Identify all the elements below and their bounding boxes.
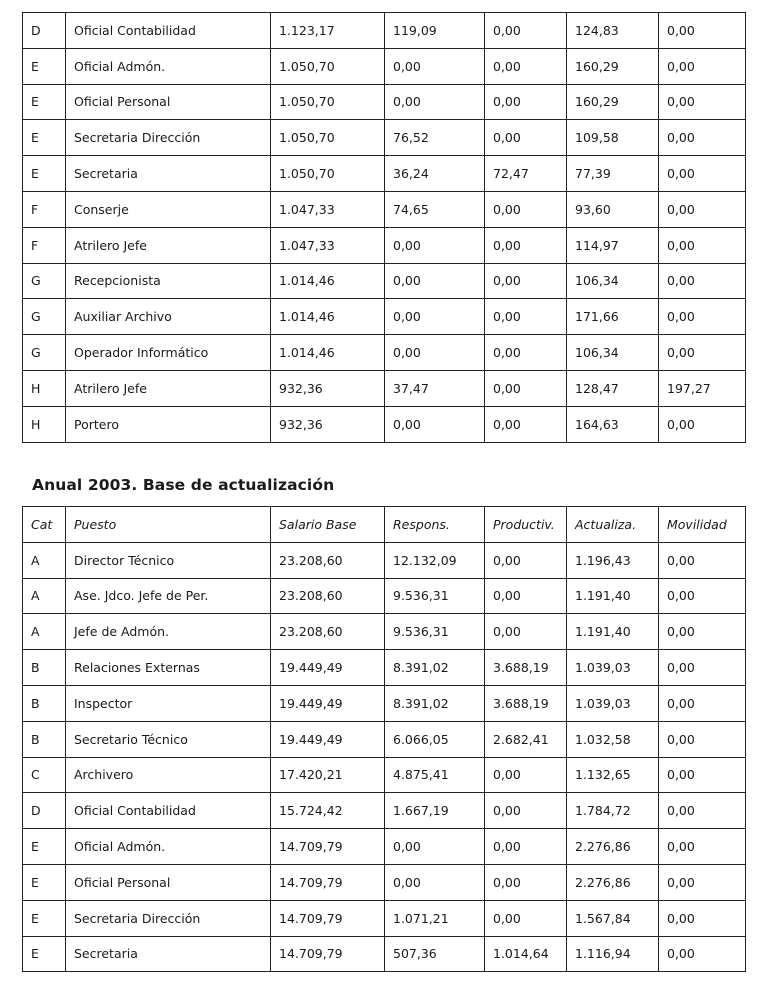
cell-movilidad: 0,00	[659, 48, 746, 84]
cell-respons: 119,09	[385, 13, 485, 49]
cell-productiv: 0,00	[485, 48, 567, 84]
cell-actualiza: 114,97	[567, 227, 659, 263]
cell-actualiza: 171,66	[567, 299, 659, 335]
cell-movilidad: 0,00	[659, 721, 746, 757]
cell-movilidad: 197,27	[659, 370, 746, 406]
table-row	[23, 900, 746, 936]
cell-puesto: Oficial Admón.	[66, 48, 271, 84]
cell-salario-base: 1.047,33	[271, 191, 385, 227]
cell-productiv: 0,00	[485, 120, 567, 156]
cell-puesto: Secretaria	[66, 156, 271, 192]
cell-movilidad: 0,00	[659, 120, 746, 156]
cell-cat: E	[23, 936, 66, 972]
cell-salario-base: 23.208,60	[271, 578, 385, 614]
cell-salario-base: 17.420,21	[271, 757, 385, 793]
cell-cat: H	[23, 370, 66, 406]
cell-actualiza: 1.039,03	[567, 650, 659, 686]
table-row	[23, 263, 746, 299]
cell-movilidad: 0,00	[659, 263, 746, 299]
cell-cat: G	[23, 263, 66, 299]
cell-cat: E	[23, 864, 66, 900]
cell-puesto: Oficial Contabilidad	[66, 13, 271, 49]
column-header-cat: Cat	[23, 507, 66, 543]
cell-salario-base: 14.709,79	[271, 829, 385, 865]
cell-productiv: 3.688,19	[485, 685, 567, 721]
cell-actualiza: 1.567,84	[567, 900, 659, 936]
table-row	[23, 757, 746, 793]
cell-puesto: Secretaria Dirección	[66, 900, 271, 936]
cell-actualiza: 1.039,03	[567, 685, 659, 721]
cell-respons: 1.667,19	[385, 793, 485, 829]
cell-cat: E	[23, 120, 66, 156]
cell-productiv: 2.682,41	[485, 721, 567, 757]
cell-actualiza: 1.191,40	[567, 614, 659, 650]
cell-productiv: 0,00	[485, 542, 567, 578]
cell-salario-base: 23.208,60	[271, 542, 385, 578]
cell-movilidad: 0,00	[659, 227, 746, 263]
cell-actualiza: 106,34	[567, 335, 659, 371]
cell-salario-base: 14.709,79	[271, 864, 385, 900]
cell-cat: E	[23, 156, 66, 192]
cell-respons: 0,00	[385, 227, 485, 263]
cell-actualiza: 2.276,86	[567, 864, 659, 900]
cell-actualiza: 1.784,72	[567, 793, 659, 829]
cell-actualiza: 1.116,94	[567, 936, 659, 972]
cell-respons: 0,00	[385, 406, 485, 442]
cell-cat: A	[23, 614, 66, 650]
cell-cat: B	[23, 721, 66, 757]
cell-productiv: 0,00	[485, 578, 567, 614]
cell-respons: 8.391,02	[385, 650, 485, 686]
cell-cat: F	[23, 191, 66, 227]
cell-respons: 6.066,05	[385, 721, 485, 757]
cell-puesto: Secretario Técnico	[66, 721, 271, 757]
cell-respons: 0,00	[385, 48, 485, 84]
cell-puesto: Conserje	[66, 191, 271, 227]
cell-actualiza: 1.132,65	[567, 757, 659, 793]
cell-movilidad: 0,00	[659, 84, 746, 120]
cell-actualiza: 160,29	[567, 48, 659, 84]
cell-productiv: 0,00	[485, 406, 567, 442]
cell-cat: H	[23, 406, 66, 442]
cell-puesto: Atrilero Jefe	[66, 227, 271, 263]
cell-puesto: Oficial Contabilidad	[66, 793, 271, 829]
cell-cat: B	[23, 685, 66, 721]
cell-movilidad: 0,00	[659, 13, 746, 49]
cell-cat: A	[23, 542, 66, 578]
table-row	[23, 335, 746, 371]
table-header-row	[23, 507, 746, 543]
cell-respons: 76,52	[385, 120, 485, 156]
cell-productiv: 0,00	[485, 900, 567, 936]
cell-respons: 9.536,31	[385, 578, 485, 614]
table-row	[23, 578, 746, 614]
cell-productiv: 0,00	[485, 829, 567, 865]
cell-salario-base: 1.050,70	[271, 48, 385, 84]
cell-puesto: Portero	[66, 406, 271, 442]
cell-movilidad: 0,00	[659, 614, 746, 650]
cell-movilidad: 0,00	[659, 829, 746, 865]
cell-actualiza: 164,63	[567, 406, 659, 442]
cell-cat: B	[23, 650, 66, 686]
cell-productiv: 0,00	[485, 13, 567, 49]
cell-movilidad: 0,00	[659, 864, 746, 900]
cell-productiv: 3.688,19	[485, 650, 567, 686]
cell-puesto: Director Técnico	[66, 542, 271, 578]
cell-cat: D	[23, 793, 66, 829]
cell-movilidad: 0,00	[659, 406, 746, 442]
cell-productiv: 0,00	[485, 299, 567, 335]
cell-respons: 0,00	[385, 84, 485, 120]
cell-respons: 4.875,41	[385, 757, 485, 793]
section-title: Anual 2003. Base de actualización	[32, 476, 335, 494]
table-row	[23, 829, 746, 865]
cell-cat: C	[23, 757, 66, 793]
cell-productiv: 0,00	[485, 757, 567, 793]
cell-productiv: 1.014,64	[485, 936, 567, 972]
cell-puesto: Jefe de Admón.	[66, 614, 271, 650]
cell-salario-base: 19.449,49	[271, 650, 385, 686]
cell-movilidad: 0,00	[659, 335, 746, 371]
cell-salario-base: 1.014,46	[271, 263, 385, 299]
cell-salario-base: 14.709,79	[271, 936, 385, 972]
salary-table-monthly	[22, 12, 746, 443]
column-header-productiv: Productiv.	[485, 507, 567, 543]
table-row	[23, 864, 746, 900]
cell-productiv: 0,00	[485, 84, 567, 120]
cell-movilidad: 0,00	[659, 156, 746, 192]
cell-respons: 0,00	[385, 829, 485, 865]
cell-puesto: Oficial Admón.	[66, 829, 271, 865]
cell-movilidad: 0,00	[659, 578, 746, 614]
cell-puesto: Relaciones Externas	[66, 650, 271, 686]
cell-salario-base: 1.050,70	[271, 156, 385, 192]
cell-movilidad: 0,00	[659, 299, 746, 335]
cell-actualiza: 77,39	[567, 156, 659, 192]
cell-respons: 12.132,09	[385, 542, 485, 578]
column-header-movilidad: Movilidad	[659, 507, 746, 543]
cell-salario-base: 19.449,49	[271, 685, 385, 721]
cell-movilidad: 0,00	[659, 757, 746, 793]
cell-productiv: 0,00	[485, 370, 567, 406]
cell-cat: F	[23, 227, 66, 263]
cell-actualiza: 128,47	[567, 370, 659, 406]
salary-table-monthly-body	[23, 13, 746, 443]
table-row	[23, 48, 746, 84]
cell-respons: 0,00	[385, 864, 485, 900]
cell-cat: E	[23, 48, 66, 84]
cell-actualiza: 1.196,43	[567, 542, 659, 578]
cell-puesto: Recepcionista	[66, 263, 271, 299]
table-row	[23, 406, 746, 442]
table-row	[23, 370, 746, 406]
cell-actualiza: 2.276,86	[567, 829, 659, 865]
cell-cat: E	[23, 900, 66, 936]
column-header-puesto: Puesto	[66, 507, 271, 543]
table-row	[23, 614, 746, 650]
cell-respons: 37,47	[385, 370, 485, 406]
cell-salario-base: 932,36	[271, 370, 385, 406]
cell-respons: 0,00	[385, 263, 485, 299]
cell-movilidad: 0,00	[659, 936, 746, 972]
cell-salario-base: 1.123,17	[271, 13, 385, 49]
cell-puesto: Auxiliar Archivo	[66, 299, 271, 335]
cell-salario-base: 1.050,70	[271, 120, 385, 156]
cell-puesto: Secretaria Dirección	[66, 120, 271, 156]
cell-puesto: Ase. Jdco. Jefe de Per.	[66, 578, 271, 614]
cell-respons: 1.071,21	[385, 900, 485, 936]
cell-puesto: Oficial Personal	[66, 864, 271, 900]
cell-actualiza: 1.032,58	[567, 721, 659, 757]
cell-puesto: Secretaria	[66, 936, 271, 972]
cell-puesto: Atrilero Jefe	[66, 370, 271, 406]
cell-salario-base: 14.709,79	[271, 900, 385, 936]
table-row	[23, 84, 746, 120]
cell-respons: 74,65	[385, 191, 485, 227]
cell-productiv: 0,00	[485, 335, 567, 371]
cell-respons: 0,00	[385, 335, 485, 371]
table-row	[23, 227, 746, 263]
table-row	[23, 120, 746, 156]
cell-salario-base: 1.050,70	[271, 84, 385, 120]
cell-puesto: Operador Informático	[66, 335, 271, 371]
cell-movilidad: 0,00	[659, 542, 746, 578]
cell-movilidad: 0,00	[659, 793, 746, 829]
cell-actualiza: 124,83	[567, 13, 659, 49]
table-row	[23, 299, 746, 335]
cell-productiv: 0,00	[485, 263, 567, 299]
salary-table-annual-2003	[22, 506, 746, 972]
cell-salario-base: 1.014,46	[271, 299, 385, 335]
cell-actualiza: 109,58	[567, 120, 659, 156]
cell-salario-base: 19.449,49	[271, 721, 385, 757]
cell-salario-base: 23.208,60	[271, 614, 385, 650]
cell-puesto: Inspector	[66, 685, 271, 721]
cell-productiv: 0,00	[485, 793, 567, 829]
cell-salario-base: 932,36	[271, 406, 385, 442]
cell-respons: 0,00	[385, 299, 485, 335]
cell-cat: E	[23, 84, 66, 120]
cell-productiv: 0,00	[485, 227, 567, 263]
cell-respons: 507,36	[385, 936, 485, 972]
table-row	[23, 793, 746, 829]
column-header-respons: Respons.	[385, 507, 485, 543]
table-row	[23, 156, 746, 192]
cell-productiv: 72,47	[485, 156, 567, 192]
table-row	[23, 936, 746, 972]
cell-puesto: Oficial Personal	[66, 84, 271, 120]
salary-table-annual-body	[23, 542, 746, 972]
cell-cat: D	[23, 13, 66, 49]
cell-cat: E	[23, 829, 66, 865]
cell-productiv: 0,00	[485, 191, 567, 227]
cell-productiv: 0,00	[485, 864, 567, 900]
cell-cat: A	[23, 578, 66, 614]
column-header-salario-base: Salario Base	[271, 507, 385, 543]
table-row	[23, 650, 746, 686]
cell-cat: G	[23, 335, 66, 371]
cell-actualiza: 93,60	[567, 191, 659, 227]
cell-salario-base: 1.047,33	[271, 227, 385, 263]
column-header-actualiza: Actualiza.	[567, 507, 659, 543]
cell-respons: 8.391,02	[385, 685, 485, 721]
cell-salario-base: 1.014,46	[271, 335, 385, 371]
cell-actualiza: 1.191,40	[567, 578, 659, 614]
table-row	[23, 191, 746, 227]
cell-movilidad: 0,00	[659, 650, 746, 686]
table-row	[23, 13, 746, 49]
cell-actualiza: 160,29	[567, 84, 659, 120]
cell-respons: 36,24	[385, 156, 485, 192]
cell-cat: G	[23, 299, 66, 335]
cell-productiv: 0,00	[485, 614, 567, 650]
table-row	[23, 685, 746, 721]
table-row	[23, 721, 746, 757]
cell-puesto: Archivero	[66, 757, 271, 793]
cell-salario-base: 15.724,42	[271, 793, 385, 829]
cell-movilidad: 0,00	[659, 191, 746, 227]
cell-respons: 9.536,31	[385, 614, 485, 650]
table-row	[23, 542, 746, 578]
cell-actualiza: 106,34	[567, 263, 659, 299]
cell-movilidad: 0,00	[659, 900, 746, 936]
cell-movilidad: 0,00	[659, 685, 746, 721]
